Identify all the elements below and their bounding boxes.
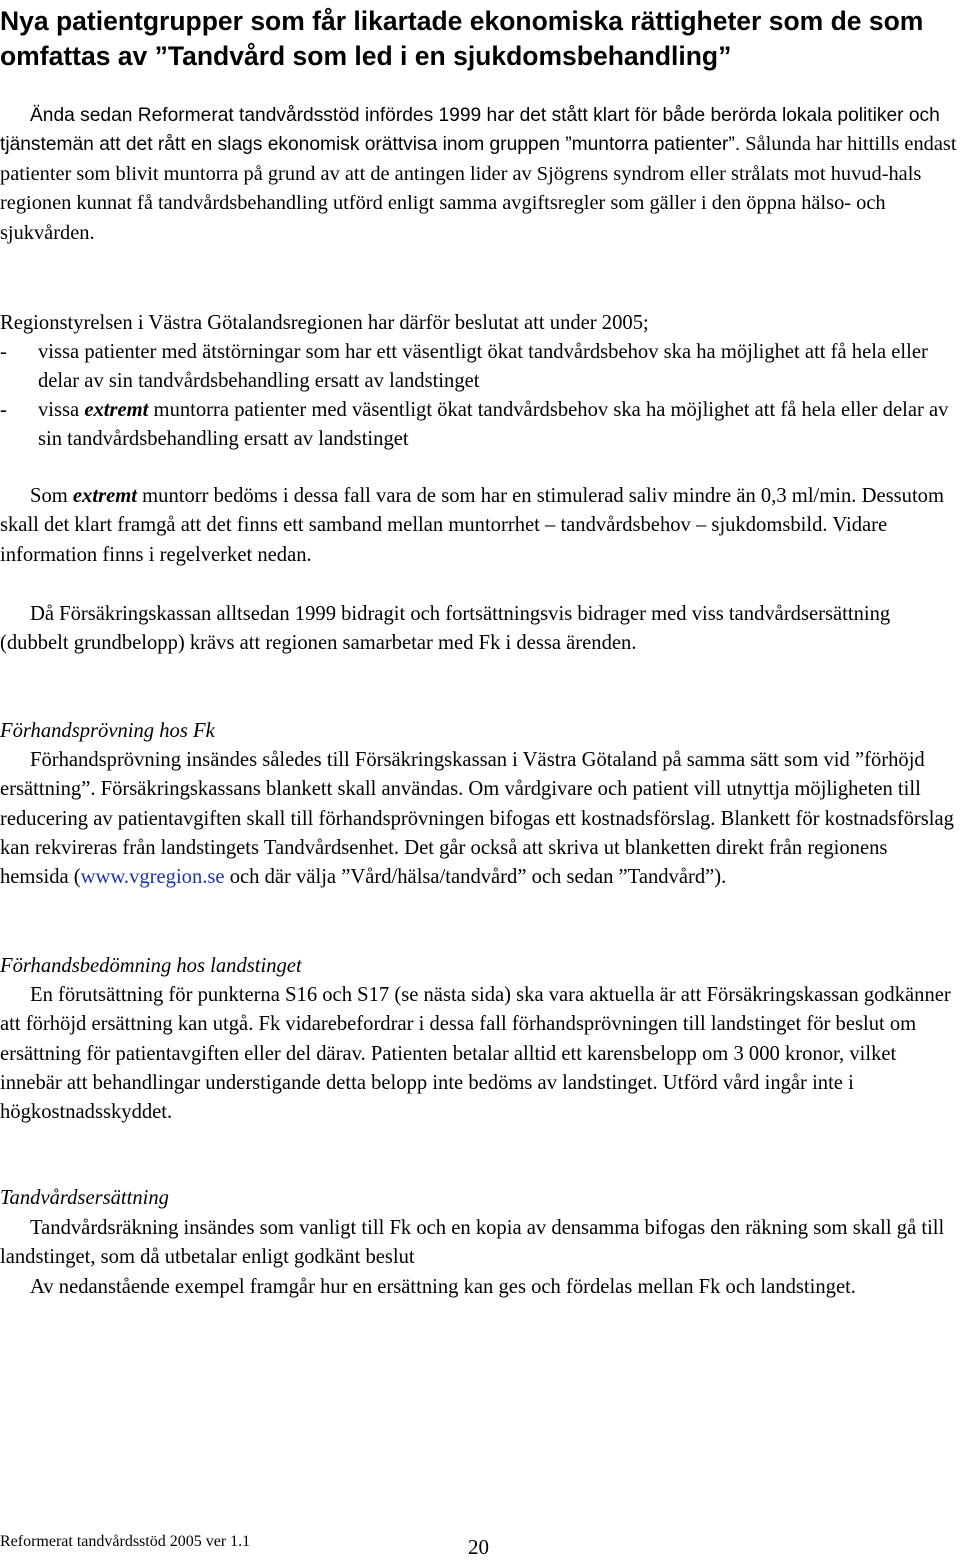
decision-item-text-a: vissa bbox=[38, 399, 85, 421]
list-dash: - bbox=[0, 341, 7, 363]
footer-page-number: 20 bbox=[468, 1535, 489, 1559]
extremt-definition bbox=[0, 482, 960, 570]
emphasis-extremt: extremt bbox=[72, 485, 137, 507]
decision-item-2 bbox=[0, 396, 960, 455]
page-title: Nya patientgrupper som får likartade ekonomiska rättigheter som de som omfattas av ”Tandvård som led i en sjukdomsbehandling” bbox=[0, 6, 924, 71]
forhandsprovning-text-a: Förhandsprövning insändes således till Försäkringskassan i Västra Götaland på samma sätt som vid ”förhöjd ersättning”. Försäkringskassans blankett skall användas. Om vårdgivare och patient vill utnyttja möjligheten till reducering av patientavgiften skall till förhandsprövningen bifogas ett kostnadsförslag. Blankett för kostnadsförslag kan rekvireras från landstingets Tandvårdsenhet. Det går också att skriva ut blanketten direkt från regionens hemsida ( bbox=[0, 749, 954, 889]
extremt-def-a: Som bbox=[30, 485, 73, 507]
vgregion-link[interactable]: www.vgregion.se bbox=[80, 866, 225, 889]
section-text-forhandsbedomning: En förutsättning för punkterna S16 och S17 (se nästa sida) ska vara aktuella är att Försäkringskassan godkänner att förhöjd ersättning kan utgå. Fk vidarebefordrar i dessa fall förhandsprövningen till landstinget för beslut om ersättning för patientavgiften eller del därav. Patienten betalar alltid ett karensbelopp om 3 000 kronor, vilket innebär att behandlingar understigande detta belopp inte bedöms av landstinget. Utförd vård ingår inte i högkostnadsskyddet. bbox=[0, 984, 951, 1124]
section-text-tandvardsersattning-1: Tandvårdsräkning insändes som vanligt till Fk och en kopia av densamma bifogas den räkning som skall gå till landstinget, som då utbetalar enligt godkänt beslut bbox=[0, 1217, 945, 1269]
fk-paragraph: Då Försäkringskassan alltsedan 1999 bidragit och fortsättningsvis bidrager med viss tandvårdsersättning (dubbelt grundbelopp) krävs att regionen samarbetar med Fk i dessa ärenden. bbox=[0, 603, 891, 655]
intro-text-part2: Sålunda har hittills endast patienter som blivit muntorra på grund av att de antingen lider av Sjögrens syndrom eller strålats mot huvud-hals regionen kunnat få tandvårdsbehandling utförd enligt samma avgiftsregler som gäller i den öppna hälso- och sjukvården. bbox=[0, 133, 957, 244]
intro-text-part1: Ända sedan Reformerat tandvårdsstöd infördes 1999 har det stått klart för både berörda lokala politiker och tjänstemän att det rått en slags ekonomisk orättvisa inom gruppen ”muntorra patienter”. bbox=[0, 105, 940, 156]
footer-document-name: Reformerat tandvårdsstöd 2005 ver 1.1 bbox=[0, 1533, 251, 1550]
decision-item-1 bbox=[0, 338, 960, 397]
list-dash: - bbox=[0, 399, 7, 421]
section-heading-forhandsbedomning: Förhandsbedömning hos landstinget bbox=[0, 955, 302, 977]
decision-item-text-b: muntorra patienter med väsentligt ökat tandvårdsbehov ska ha möjlighet att få hela eller delar av sin tandvårdsbehandling ersatt av landstinget bbox=[38, 399, 949, 451]
forhandsprovning-text-b: och där välja ”Vård/hälsa/tandvård” och sedan ”Tandvård”). bbox=[224, 866, 727, 889]
decision-item-text: vissa patienter med ätstörningar som har ett väsentligt ökat tandvårdsbehov ska ha möjlighet att få hela eller delar av sin tandvårdsbehandling ersatt av landstinget bbox=[38, 341, 928, 393]
section-heading-tandvardsersattning: Tandvårdsersättning bbox=[0, 1187, 169, 1209]
extremt-def-b: muntorr bedöms i dessa fall vara de som har en stimulerad saliv mindre än 0,3 ml/min. Dessutom skall det klart framgå att det finns ett samband mellan muntorrhet – tandvårdsbehov – sjukdomsbild. Vidare information finns i regelverket nedan. bbox=[0, 485, 944, 566]
decision-lead: Regionstyrelsen i Västra Götalandsregionen har därför beslutat att under 2005; bbox=[0, 312, 649, 334]
emphasis-extremt: extremt bbox=[84, 399, 149, 421]
intro-paragraph bbox=[0, 101, 960, 248]
decision-item-text bbox=[38, 396, 960, 455]
section-text-forhandsprovning bbox=[0, 746, 960, 892]
section-heading-forhandsprovning: Förhandsprövning hos Fk bbox=[0, 720, 215, 742]
section-text-tandvardsersattning-2: Av nedanstående exempel framgår hur en ersättning kan ges och fördelas mellan Fk och landstinget. bbox=[30, 1276, 856, 1298]
